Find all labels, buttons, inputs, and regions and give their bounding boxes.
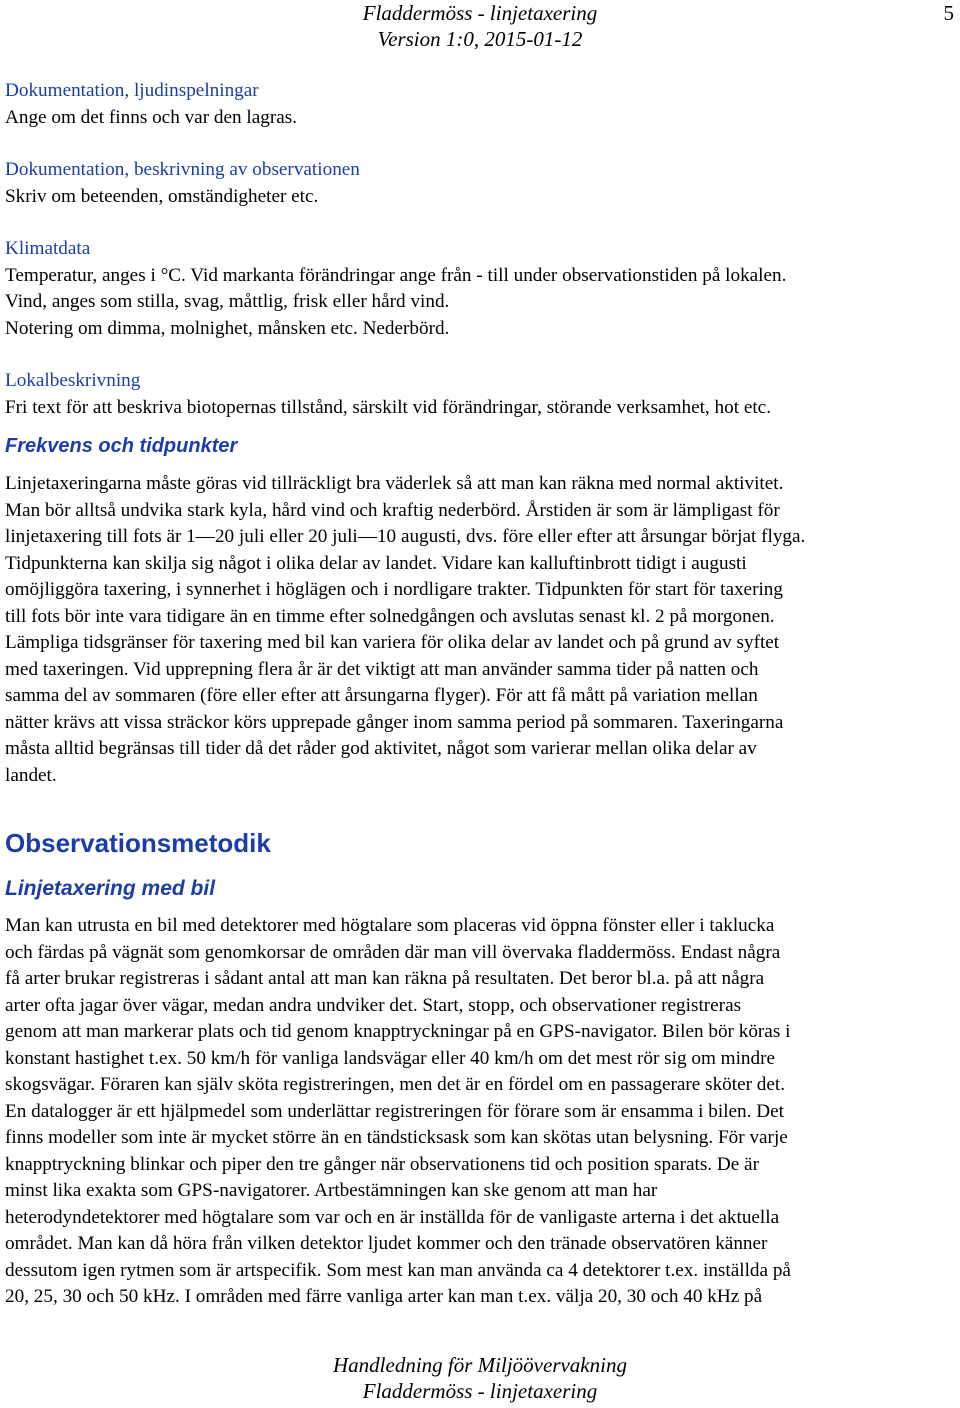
page-footer [0, 1352, 960, 1404]
paragraph-line: området. Man kan då höra från vilken detektor ljudet kommer och den tränade observatören känner [5, 1233, 768, 1254]
paragraph-line: finns modeller som inte är mycket större än en tändsticksask som kan skötas utan belysning. För varje [5, 1127, 788, 1148]
section-lokalbeskrivning [5, 368, 957, 421]
section-text-line: Ange om det finns och var den lagras. [5, 106, 297, 128]
paragraph-line: minst lika exakta som GPS-navigatorer. Artbestämningen kan ske genom att man har [5, 1180, 658, 1201]
paragraph-line: Lämpliga tidsgränser för taxering med bil kan variera för olika delar av landet och på grund av syftet [5, 632, 780, 653]
paragraph-line: heterodyndetektorer med högtalare som var och en är inställda för de vanligaste arterna i det aktuella [5, 1206, 780, 1228]
paragraph-line: En datalogger är ett hjälpmedel som underlättar registreringen för förare som är ensamma i bilen. Det [5, 1100, 784, 1122]
section-label: Dokumentation, beskrivning av observationen [5, 159, 360, 180]
paragraph-line: omöjliggöra taxering, i synnerhet i höglägen och i nordligare trakter. Tidpunkten för start för taxering [5, 579, 783, 600]
paragraph-line: med taxeringen. Vid upprepning flera år är det viktigt att man använder samma tider på natten och [5, 658, 759, 680]
section-text-line: Temperatur, anges i °C. Vid markanta förändringar ange från - till under observationstiden på lokalen. [5, 264, 787, 286]
paragraph-line: skogsvägar. Föraren kan själv sköta registreringen, men det är en fördel om en passagerare sköter det. [5, 1074, 786, 1095]
paragraph-line: knapptryckning blinkar och piper den tre gånger när observationens tid och position sparats. De är [5, 1153, 759, 1175]
paragraph-line: och färdas på vägnät som genomkorsar de områden där man vill övervaka fladdermöss. Endast några [5, 941, 781, 963]
page-number: 5 [943, 1, 954, 25]
section-label: Dokumentation, ljudinspelningar [5, 80, 259, 101]
page-header [0, 0, 960, 50]
section-ljudinspelningar [5, 78, 957, 131]
paragraph-line: samma del av sommaren (före eller efter att årsungarna flyger). För att få mått på variation mellan [5, 685, 758, 706]
paragraph-line: landet. [5, 764, 57, 786]
paragraph-line: linjetaxering till fots är 1—20 juli eller 20 juli—10 augusti, dvs. före eller efter att årsungar börjat flyga. [5, 526, 806, 547]
footer-title: Fladdermöss - linjetaxering [362, 1379, 598, 1403]
section-text-line: Skriv om beteenden, omständigheter etc. [5, 185, 319, 207]
section-beskrivning [5, 157, 957, 210]
paragraph-line: måsta alltid begränsas till tider då det råder god aktivitet, något som varierar mellan olika delar av [5, 738, 757, 759]
heading-frekvens: Frekvens och tidpunkter [5, 435, 238, 457]
header-title: Fladdermöss - linjetaxering [362, 1, 598, 25]
paragraph-line: arter ofta jagar över vägar, medan andra undviker det. Start, stopp, och observationer registreras [5, 994, 742, 1016]
paragraph-line: till fots bör inte vara tidigare än en timme efter solnedgången och avslutas senast kl. 2 på morgonen. [5, 605, 775, 627]
paragraph-line: dessutom igen rytmen som är artspecifik. Som mest kan man använda ca 4 detektorer t.ex. inställda på [5, 1259, 791, 1281]
header-version: Version 1:0, 2015-01-12 [377, 27, 583, 51]
heading-observationsmetodik: Observationsmetodik [5, 828, 271, 858]
footer-publication: Handledning för Miljöövervakning [333, 1353, 627, 1377]
paragraph-line: konstant hastighet t.ex. 50 km/h för vanliga landsvägar eller 40 km/h om det mest rör sig om mindre [5, 1047, 776, 1069]
observationsmetodik-paragraph [5, 913, 957, 1311]
section-text-line: Vind, anges som stilla, svag, måttlig, frisk eller hård vind. [5, 291, 450, 312]
subheading-linjetaxering-med-bil: Linjetaxering med bil [5, 877, 216, 900]
page-content [5, 78, 957, 1311]
paragraph-line: Man kan utrusta en bil med detektorer med högtalare som placeras vid öppna fönster eller i taklucka [5, 915, 775, 936]
paragraph-line: nätter krävs att vissa sträckor körs upprepade gånger inom samma period på sommaren. Taxeringarna [5, 711, 784, 733]
paragraph-line: Tidpunkterna kan skilja sig något i olika delar av landet. Vidare kan kalluftinbrott tidigt i augusti [5, 552, 747, 574]
paragraph-line: Linjetaxeringarna måste göras vid tillräckligt bra väderlek så att man kan räkna med normal aktivitet. [5, 473, 784, 494]
paragraph-line: 20, 25, 30 och 50 kHz. I områden med färre vanliga arter kan man t.ex. välja 20, 30 och 40 kHz på [5, 1286, 763, 1307]
section-label: Lokalbeskrivning [5, 370, 141, 391]
section-klimatdata [5, 236, 957, 342]
frekvens-paragraph [5, 471, 957, 789]
section-label: Klimatdata [5, 238, 91, 259]
paragraph-line: få arter brukar registreras i sådant antal att man kan räkna på resultaten. Det beror bl.a. på att några [5, 968, 765, 989]
paragraph-line: genom att man markerar plats och tid genom knapptryckningar på en GPS-navigator. Bilen bör köras i [5, 1021, 791, 1042]
section-text-line: Fri text för att beskriva biotopernas tillstånd, särskilt vid förändringar, störande verksamhet, hot etc. [5, 396, 772, 418]
paragraph-line: Man bör alltså undvika stark kyla, hård vind och kraftig nederbörd. Årstiden är som är lämpligast för [5, 499, 780, 521]
section-text-line: Notering om dimma, molnighet, månsken etc. Nederbörd. [5, 317, 450, 339]
